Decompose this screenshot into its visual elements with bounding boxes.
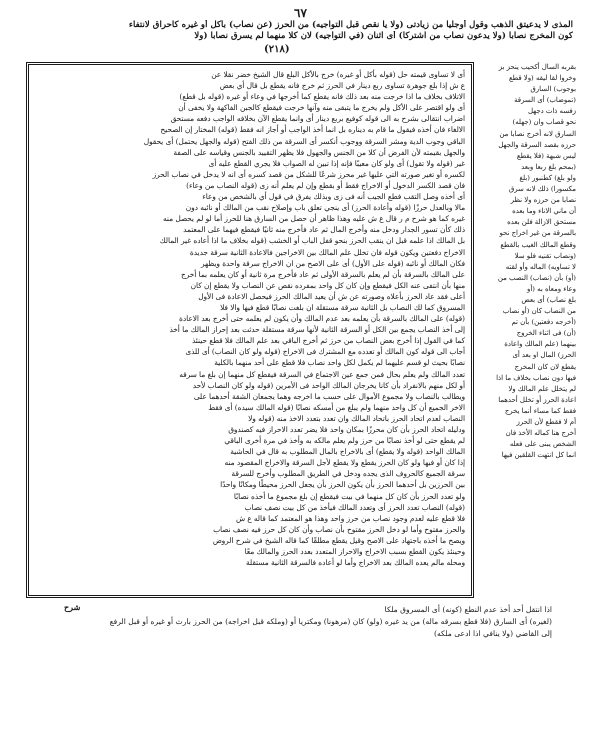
margin-line: وعاء ومعاه به (أو — [527, 284, 576, 293]
text-line: ويصح ما أخذه باجتهاد على الاصح وقيل يقطع مطلقًا كما قاله الشيخ في شرح الروض — [212, 535, 465, 545]
margin-line: (أن) فى اثناء الخروج — [516, 329, 576, 338]
footer-line: إلى القاضي (ولا ينافي اذا ادعى ملكه) — [434, 629, 552, 638]
text-line: الاخر الجميع أن كل واحد منهما ولم يبلغ من أمسكه نصابًا (قوله المالك سيده) أى فقط — [208, 402, 465, 412]
header-line: كون المخرج نصابا (ولا يدعون نصاب من اشتركا) أى اثنان (في التواجيه) لان كلا منهما لم يسرق نصابا (ولا — [194, 31, 573, 41]
folio-number: (٢١٨) — [264, 44, 290, 55]
text-line: اضراب انتقالى بشرح به الى قوله كوفيع بربع دينار أى وانما يقطع الآن بخلافه الواجب دفعه مستحق — [170, 114, 465, 124]
margin-line: لا تساويه) الماله وأو لقته — [505, 262, 576, 271]
text-line: ودليله اتحاد الحرز بأن كان محرزًا بمكان واحد فلا يضر تعدد الاحراز فيه كصندوق — [228, 425, 465, 434]
text-line: إلى أخذ النصاب يجمع بين الكل أو السرقة الثانية لأنها سرقة مستقلة حدثت بعد إحراز المالك ما أخذ — [169, 325, 465, 335]
margin-line: (أخرجه دفعتين) بأن تم — [511, 318, 576, 327]
text-line: أى لا تساوى قيمته حل (قوله بأكل أو غيره) خرج بالأكل البلع قال الشيخ خضر نقلا عن — [211, 70, 465, 79]
margin-line: (أو) بأن (نصاب) النصب من — [497, 273, 576, 282]
margin-line: أخرج هنا كماله الأخذ فان — [505, 429, 576, 438]
header-line: المذى لا يدعيتق الذهب وقول أوجليا من زيادتى (ولا يا نقص قبل التواجيه) من الحرز (عن نصاب) بأكل أو غيره كاحراق لانتفاء — [128, 20, 573, 30]
margin-line: وقطع المالك الغيب بالقطع — [500, 240, 576, 249]
text-line: تعدد المالك ولم يعلم بحال فمن جمع عين الاجتماع في السرقة فيقطع كل منهما إن بلغ ما سرقه — [179, 369, 465, 379]
text-line: لم يقطع حتى لو أخذ نصابًا من حرز ولم يعلم مالكه به وأخذ في مرة أخرى الباقي — [224, 436, 465, 446]
text-line: ع ش إذا بلع جوهرة تساوى ربع دينار في الحرز ثم خرج فانه يقطع بل قال أي بعض — [219, 81, 465, 91]
margin-line: مكسورا) ذلك لانه سرق — [508, 185, 576, 194]
text-line: ذلك كأن تسور الجدار ودخل منه وأخرج المال ثم عاد فأخرج منه ثانيًا فيقطع فيهما على المعتمد — [183, 225, 465, 235]
margin-line: الحرز) المال او بعد أى — [512, 351, 576, 360]
margin-line: (تموضاب) أى السرقة — [514, 96, 576, 105]
margin-line: بينهما (علم المالك واعادة — [504, 340, 576, 349]
margin-line: بوجوب) السارق — [530, 85, 576, 94]
text-line: الباقي وجوب الدية ومشر السرقة ووجوب أنكسر أى السرقة من ذلك الفتح (قوله والجهل يحتمل) أى يحقول — [143, 136, 465, 146]
text-line: بل المالك اذا علمه قبل ان ينقب الحرز بنحو قفل الباب أو الخشب (قوله بخلاف ما اذا أعاده غير المالك — [159, 236, 465, 246]
text-line: ومحله مالم يعده المالك بعد الاخراج وأما لو أعاده فالسرقة الثانية مستقلة — [246, 558, 465, 568]
text-line: والحرز مقتوح وأما لو دخل الحرز مقتوح بأن نصاب وأن كان كل حرز فيه نصف نصاب — [213, 524, 465, 534]
text-line: النصاب لعدم اتحاد الحرز باتحاد المالك وان تعدد بتعدد الاخذ منه (قوله ولا — [248, 413, 465, 423]
text-line: مالا وبالعدل حرزًا (قوله وأعادة الحرز) أى ينجي تعلق باب وإصلاح نقب من المالك أو نائبه دون — [185, 203, 465, 213]
footer-line: (لغيره) أى السارق (فلا قطع بسرقه ماله) من يد غيره (ولو) كان (مرهونا) ومكتريا أو (وملكه قبل اخراجه) من الحرز بارث أو غيره أو قبل الرفع — [109, 617, 552, 626]
text-line: الاخراج دفعتين ويكون قوله فان تخلل علم المالك بين الاخراجين فالاعادة الثانية سرقة جديدة — [189, 247, 465, 257]
margin-line: فيها دون نصاب بخلاف ما اذا — [496, 373, 576, 382]
text-line: فكان المالك أو نائبه (قوله على الأول) أى على الاصح من ان الاخراج سرقة واحدة ويظهر — [200, 258, 465, 268]
margin-line: بالسرقة من غير اخراج نحو — [499, 229, 576, 238]
margin-line: اعادة الحرز أو تخلل أحدهما — [498, 395, 576, 404]
text-line: على المالك بالسرقة بأن لم يعلم بالسرقة الأولى ثم عاد فأخرج مرة ثانية أو كان يعلمه بما أخرج — [181, 269, 465, 279]
text-line: نصابًا بحيث لو قسم عليهما لم يكمل لكل واحد نصاب فلا قطع على أحد منهما بالكلية — [214, 358, 465, 368]
text-line: إذا كان أو فيها ولو كان الحرز يقطع ولا يقطع لأجل السرقة والاخراج المقصود منه — [224, 458, 465, 468]
margin-line: ولو بلغ) كطنبور (بلغ — [519, 173, 576, 182]
margin-line: نحو قصاب وان (جهله) — [512, 118, 576, 127]
catchword: شرح — [64, 602, 81, 612]
margin-line: يقطع لان كان المخرج — [514, 362, 576, 371]
text-line: أعلى فقد عاد الحرز بأعلاه وصورته عن ش أن يعيد المالك الحرز فيحصل الاعادة فى الأول — [198, 291, 465, 301]
text-line: منها بأن انتفى عنه الكل فيقطع وإن كان كل واحد بمفرده نقص عن النصاب ولا يقطع إن كان — [190, 280, 465, 290]
margin-line: بلغ نصاب) أى بعض — [521, 295, 576, 304]
margin-text — [480, 62, 576, 598]
footer-line: اذا انتقل أحد أخذ عدم النطع (كونه) أى المسروق ملكا — [384, 605, 552, 614]
text-line: فان قصد الكسر الدخول أو الاخراج فقط أو بقطع وإن لم يعلم أنه زى (قوله النصاب من وعاء) — [186, 180, 465, 190]
text-line: لكسره أو تغير صورته التي عليها غير محرز شرعًا للشكل من قصد كسره أى انه لا يدخل في نصاب الحرز — [152, 169, 465, 179]
text-line: فلا قطع عليه لعدم وجود نصاب من حرز واحد وهذا هو المعتمد كما قاله ع ش — [236, 513, 465, 523]
margin-line: الشخص يبنى على فعله — [509, 440, 576, 449]
text-line: ويطالب بالنصاب ولا مجموع الأموال على حسب ما اخرجه وهما يجمعان الشقة أحدهما على — [193, 391, 465, 401]
main-text-frame — [26, 62, 474, 598]
page-number: ٦٧ — [294, 6, 307, 20]
margin-line: السارق لانه أخرج نصابا من — [499, 129, 576, 138]
text-line: وحينئذ يكون القطع بسبب الاخراج والاحراز المتعدد بعدد الحرز والمالك معًا — [244, 547, 465, 557]
text-line: كما في القول إذا أخرج بعض النصاب من حرز ثم أخرج الباقي بعد علم المالك فلا قطع حينئذ — [191, 336, 465, 346]
text-line: أى ولو اقتصر على الأكل ولم يخرج ما يتبقى منه وآنها خرجت فيقطع كالجبن الفاكهة ولا يخفى أن — [178, 103, 465, 113]
margin-line: حرزه بقصد السرقة والجهل — [498, 140, 576, 149]
text-line: أجاب الى قوله كون المالك أو تعدده مع المشترك فى الاخراج (قوله ولو كان النصاب) أى للذى — [185, 347, 465, 357]
margin-line: انما كل انتهت القلقين فيها — [501, 451, 576, 460]
margin-line: نصابا من حرزه ولا نظر — [510, 196, 576, 205]
text-line: الالغاء فان أخذه فيقول ما قام به ديناره بل انما أخذ الواجب أو أجاز انه فقط (قوله) المختار إن الصحيح — [160, 125, 465, 135]
text-line: أو لكل منهم بالانفراد بأن كانا يخرجان المالك الواحد فى الأمرين (قوله ولو كان النصاب لأحد — [192, 380, 465, 390]
footer-text — [64, 602, 552, 640]
margin-line: وخروا لقا ليقه (ولا قطع — [509, 74, 576, 83]
margin-line: بقربه السال أكحيب ينحز بز — [498, 63, 576, 71]
text-line: سرقة الجميع كالحروف الذى يجده ودخل في الطريق المطلوب وأخرج للسرقة — [231, 469, 465, 479]
commentary-text — [35, 69, 465, 591]
margin-line: (ونصاب تقنيه فلو سلا — [514, 251, 576, 260]
margin-line: لم يتخلل علم المالك ولا — [508, 384, 576, 393]
text-line: بين الحرزين بل أحدهما الحرز بأن يكون الحرز بأن يجعل الحرز محيطًا ومكانًا واحدًا — [220, 480, 465, 490]
text-line: غير (قوله ولا تقول) أى ولو كان معيبًا فإنه إذا تبين له الصواب فلا يجري القطع عليه أى — [208, 158, 465, 168]
text-line: (قوله) على المالك بالسرقة بأن يعلمه بعد عدم المالك وأن يكون لم يعلمه حتى أخرج بعد الاعادة — [179, 314, 465, 324]
margin-line: أن ماني الاناء وما بعده — [512, 207, 576, 216]
margin-line: زفسه ذات دجهل — [527, 107, 576, 116]
text-line: (قوله) النصاب تعدد الحرز أى وتعدد المالك فيأخذ من كل بيت نصف نصاب — [244, 502, 465, 512]
running-header — [28, 20, 573, 55]
text-line: المسروق كما لك النصاب بل الثانية سرقة مستقلة ان بلغت نصابًا قطع فيها والا فلا — [220, 302, 465, 312]
margin-line: (بمحم بلغ ربعا وبعد — [521, 162, 576, 171]
text-line: المالك الواحد (قوله ولا يقطع) أى بالاخراج بالمال المطلوب به قال في الحاشية — [230, 447, 465, 457]
text-line: والجهل بقيمته لأن الفرض أن كلا من الجنس والجهول فلا يظهر التقييد بالجنس وقياسه على الصفة — [173, 147, 465, 157]
margin-line: من النصاب كان (أو نصاب — [502, 307, 576, 316]
text-line: ولو تعدد الحرز بأن كان كل منهما في بيت فيقطع إن بلغ مجموع ما أخذه نصابًا — [233, 491, 465, 501]
margin-line: ليس شبهة (فلا يقطع — [516, 151, 576, 160]
margin-line: أم لا فقطع لأن الحرز — [516, 418, 576, 426]
margin-line: فقط كما مساء أنما يخرج — [504, 406, 576, 415]
text-line: غيره كما هو شرح م ر قال ع ش عليه وهذا ظاهر أن حصل من السارق هنا للحرز أما لو لم يحصل منه — [162, 214, 465, 224]
margin-line: مستحق الازالة فلن بعده — [507, 218, 576, 227]
text-line: الاتلاف بخلاف ما اذا خرجت منه بعد ذلك فانه يقطع كما أخرجها في وعاء أو غيره (قوله بل قطع) — [179, 92, 465, 102]
text-line: أى أخذه وصل التقب فطع الجيب أنه فى زى وبذلك يفرق في قول أي بالشخص من وعاء — [202, 192, 465, 202]
